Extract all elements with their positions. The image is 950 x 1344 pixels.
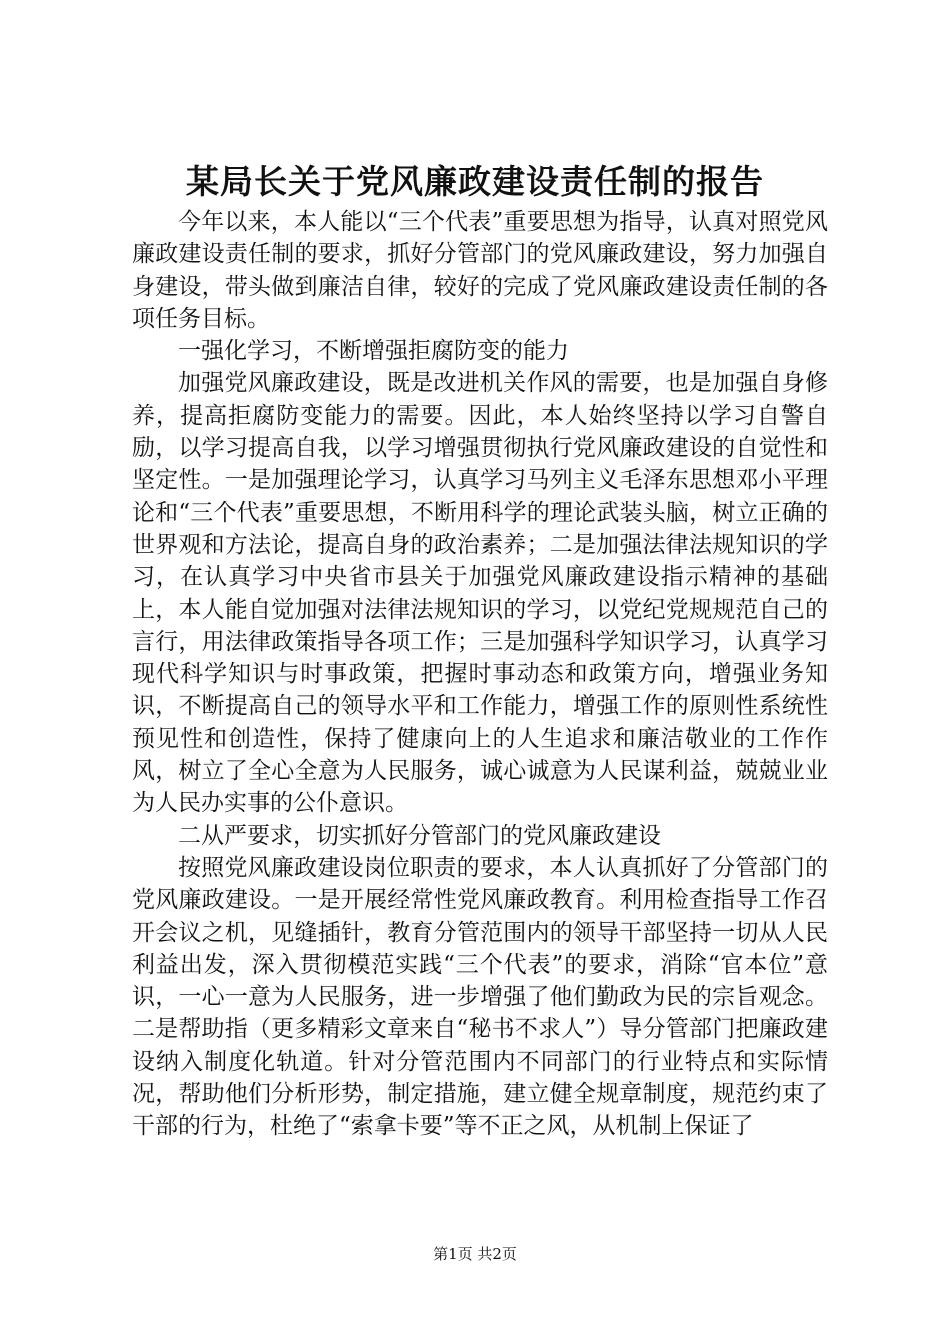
document-title: 某局长关于党风廉政建设责任制的报告 [186,162,764,201]
section-2-paragraph: 按照党风廉政建设岗位职责的要求，本人认真抓好了分管部门的党风廉政建设。一是开展经常性党风廉政教育。利用检查指导工作召开会议之机，见缝插针，教育分管范围内的领导干部坚持一切从人民利益出发，深入贯彻模范实践“三个代表”的要求，消除“官本位”意识，一心一意为人民服务，进一步增强了他们勤政为民的宗旨观念。二是帮助指（更多精彩文章来自“秘书不求人”）导分管部门把廉政建设纳入制度化轨道。针对分管范围内不同部门的行业特点和实际情况，帮助他们分析形势，制定措施，建立健全规章制度，规范约束了干部的行为，杜绝了“索拿卡要”等不正之风，从机制上保证了 [132,854,828,1140]
intro-paragraph: 今年以来，本人能以“三个代表”重要思想为指导，认真对照党风廉政建设责任制的要求，抓好分管部门的党风廉政建设，努力加强自身建设，带头做到廉洁自律，较好的完成了党风廉政建设责任制的各项任务目标。 [132,209,828,332]
page-number: 第1页 共2页 [433,1245,517,1263]
document-body [132,206,828,1143]
section-heading-2: 二从严要求，切实抓好分管部门的党风廉政建设 [178,822,661,849]
section-1-paragraph: 加强党风廉政建设，既是改进机关作风的需要，也是加强自身修养，提高拒腐防变能力的需要。因此，本人始终坚持以学习自警自励，以学习提高自我，以学习增强贯彻执行党风廉政建设的自觉性和坚定性。一是加强理论学习，认真学习马列主义毛泽东思想邓小平理论和“三个代表”重要思想，不断用科学的理论武装头脑，树立正确的世界观和方法论，提高自身的政治素养；二是加强法律法规知识的学习，在认真学习中央省市县关于加强党风廉政建设指示精神的基础上，本人能自觉加强对法律法规知识的学习，以党纪党规规范自己的言行，用法律政策指导各项工作；三是加强科学知识学习，认真学习现代科学知识与时事政策，把握时事动态和政策方向，增强业务知识，不断提高自己的领导水平和工作能力，增强工作的原则性系统性预见性和创造性，保持了健康向上的人生追求和廉洁敬业的工作作风，树立了全心全意为人民服务，诚心诚意为人民谋利益，兢兢业业为人民办实事的公仆意识。 [132,370,828,817]
section-heading-1: 一强化学习，不断增强拒腐防变的能力 [178,338,569,365]
